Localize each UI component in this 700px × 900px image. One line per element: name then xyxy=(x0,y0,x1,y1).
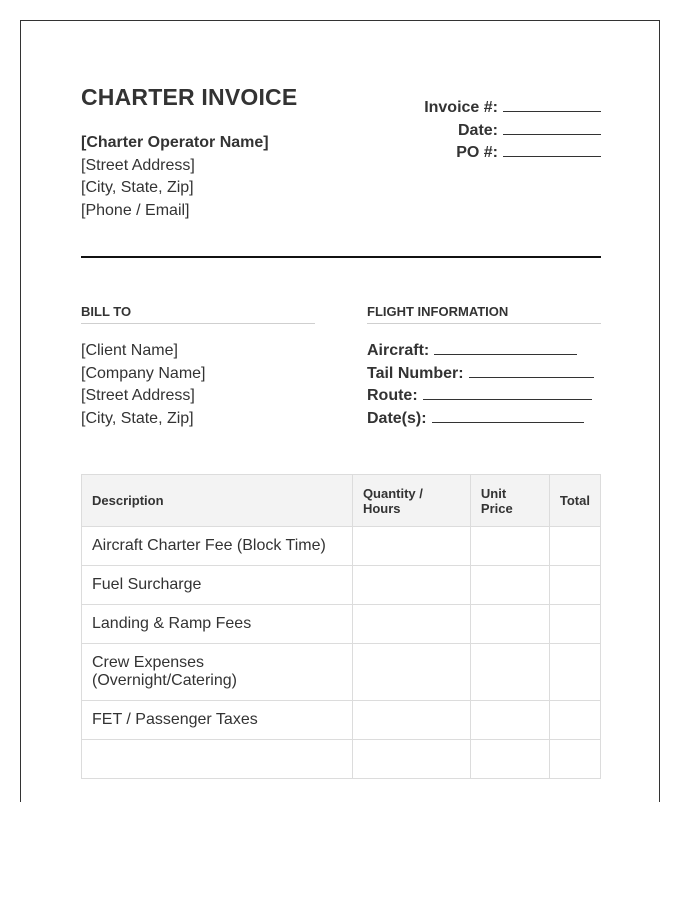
row-description: FET / Passenger Taxes xyxy=(82,701,353,740)
operator-name: [Charter Operator Name] xyxy=(81,134,269,151)
bill-to-block xyxy=(81,340,206,430)
row-description-empty[interactable] xyxy=(82,740,353,779)
dates-row xyxy=(367,408,594,431)
row-quantity-cell[interactable] xyxy=(352,644,470,701)
row-unit-price-cell[interactable] xyxy=(470,740,549,779)
row-quantity-cell[interactable] xyxy=(352,566,470,605)
aircraft-field[interactable] xyxy=(434,340,577,355)
header-quantity-hours: Quantity / Hours xyxy=(352,475,470,527)
row-description: Landing & Ramp Fees xyxy=(82,605,353,644)
invoice-number-row xyxy=(424,97,601,120)
route-label: Route: xyxy=(367,387,418,404)
row-description: Fuel Surcharge xyxy=(82,566,353,605)
row-total-cell[interactable] xyxy=(549,527,600,566)
operator-street: [Street Address] xyxy=(81,156,195,174)
header-description: Description xyxy=(82,475,353,527)
row-unit-price-cell[interactable] xyxy=(470,605,549,644)
invoice-meta xyxy=(424,97,601,165)
operator-block xyxy=(81,132,269,222)
flight-info-block xyxy=(367,340,594,430)
invoice-number-field[interactable] xyxy=(503,97,601,112)
po-number-row xyxy=(424,142,601,165)
invoice-date-field[interactable] xyxy=(503,120,601,135)
table-row xyxy=(82,605,601,644)
row-unit-price-cell[interactable] xyxy=(470,566,549,605)
row-total-cell[interactable] xyxy=(549,701,600,740)
row-unit-price-cell[interactable] xyxy=(470,644,549,701)
row-quantity-cell[interactable] xyxy=(352,527,470,566)
header-divider xyxy=(81,256,601,258)
line-items-table xyxy=(81,474,601,779)
client-name: [Client Name] xyxy=(81,342,178,359)
table-header-row xyxy=(82,475,601,527)
route-row xyxy=(367,385,594,408)
client-street: [Street Address] xyxy=(81,387,195,404)
header-unit-price: Unit Price xyxy=(470,475,549,527)
bill-to-heading: BILL TO xyxy=(81,304,315,324)
dates-field[interactable] xyxy=(432,408,584,423)
dates-label: Date(s): xyxy=(367,409,427,427)
header-total: Total xyxy=(549,475,600,527)
table-row xyxy=(82,527,601,566)
invoice-number-label: Invoice #: xyxy=(424,99,498,116)
row-quantity-cell[interactable] xyxy=(352,605,470,644)
po-number-field[interactable] xyxy=(503,142,601,157)
row-total-cell[interactable] xyxy=(549,740,600,779)
row-description: Aircraft Charter Fee (Block Time) xyxy=(82,527,353,566)
operator-contact: [Phone / Email] xyxy=(81,201,190,219)
table-row xyxy=(82,740,601,779)
invoice-date-label: Date: xyxy=(457,121,498,139)
row-unit-price-cell[interactable] xyxy=(470,701,549,740)
tail-number-label: Tail Number: xyxy=(367,364,464,382)
row-total-cell[interactable] xyxy=(549,605,600,644)
table-row xyxy=(82,644,601,701)
tail-number-row xyxy=(367,363,594,386)
row-quantity-cell[interactable] xyxy=(352,740,470,779)
tail-number-field[interactable] xyxy=(469,363,594,378)
row-total-cell[interactable] xyxy=(549,644,600,701)
table-row xyxy=(82,566,601,605)
flight-info-heading: FLIGHT INFORMATION xyxy=(367,304,601,324)
row-unit-price-cell[interactable] xyxy=(470,527,549,566)
client-city: [City, State, Zip] xyxy=(81,409,194,427)
table-row xyxy=(82,701,601,740)
po-number-label: PO #: xyxy=(456,144,498,161)
row-total-cell[interactable] xyxy=(549,566,600,605)
aircraft-row xyxy=(367,340,594,363)
row-description: Crew Expenses (Overnight/Catering) xyxy=(82,644,353,701)
aircraft-label: Aircraft: xyxy=(367,342,430,359)
invoice-title: CHARTER INVOICE xyxy=(81,84,298,110)
invoice-date-row xyxy=(424,120,601,143)
row-quantity-cell[interactable] xyxy=(352,701,470,740)
route-field[interactable] xyxy=(423,385,592,400)
operator-city: [City, State, Zip] xyxy=(81,179,194,196)
company-name: [Company Name] xyxy=(81,364,206,382)
